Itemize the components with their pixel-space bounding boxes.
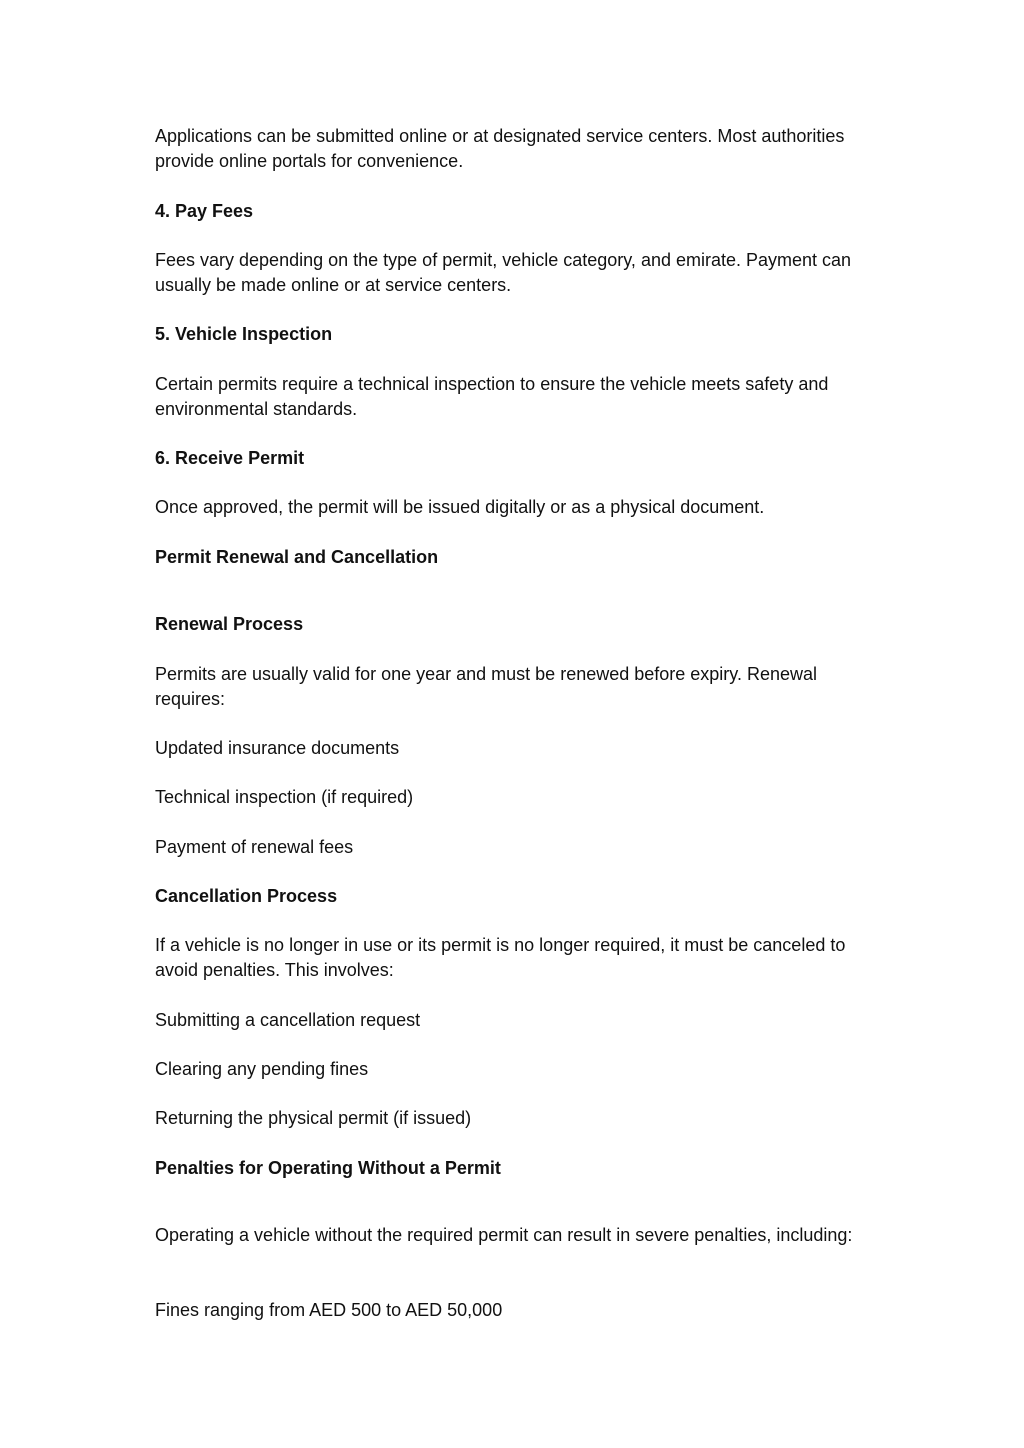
heading-vehicle-inspection: 5. Vehicle Inspection: [155, 324, 333, 344]
paragraph-cancellation: If a vehicle is no longer in use or its permit is no longer required, it must be canceled to avoid penalties. This involves:: [155, 935, 846, 980]
paragraph-renewal: Permits are usually valid for one year and must be renewed before expiry. Renewal requires:: [155, 664, 818, 709]
list-item-fines-range: Fines ranging from AED 500 to AED 50,000: [155, 1300, 503, 1320]
list-item-pending-fines: Clearing any pending fines: [155, 1059, 369, 1079]
heading-pay-fees: 4. Pay Fees: [155, 201, 254, 221]
list-item-cancellation-request: Submitting a cancellation request: [155, 1010, 421, 1030]
paragraph-penalties: Operating a vehicle without the required permit can result in severe penalties, including:: [155, 1225, 853, 1245]
paragraph-receive-permit: Once approved, the permit will be issued digitally or as a physical document.: [155, 497, 765, 517]
heading-cancellation-process: Cancellation Process: [155, 886, 338, 906]
heading-penalties: Penalties for Operating Without a Permit: [155, 1158, 501, 1178]
list-item-technical-inspection: Technical inspection (if required): [155, 787, 414, 807]
paragraph-application-submission: Applications can be submitted online or at designated service centers. Most authorities provide online portals for convenience.: [155, 126, 845, 171]
paragraph-fees: Fees vary depending on the type of permit, vehicle category, and emirate. Payment can usually be made online or at service centers.: [155, 250, 852, 295]
heading-receive-permit: 6. Receive Permit: [155, 448, 305, 468]
heading-renewal-cancellation: Permit Renewal and Cancellation: [155, 547, 439, 567]
list-item-renewal-fees: Payment of renewal fees: [155, 837, 354, 857]
list-item-return-permit: Returning the physical permit (if issued): [155, 1108, 472, 1128]
paragraph-inspection: Certain permits require a technical inspection to ensure the vehicle meets safety and environmental standards.: [155, 374, 829, 419]
heading-renewal-process: Renewal Process: [155, 614, 304, 634]
list-item-insurance: Updated insurance documents: [155, 738, 400, 758]
